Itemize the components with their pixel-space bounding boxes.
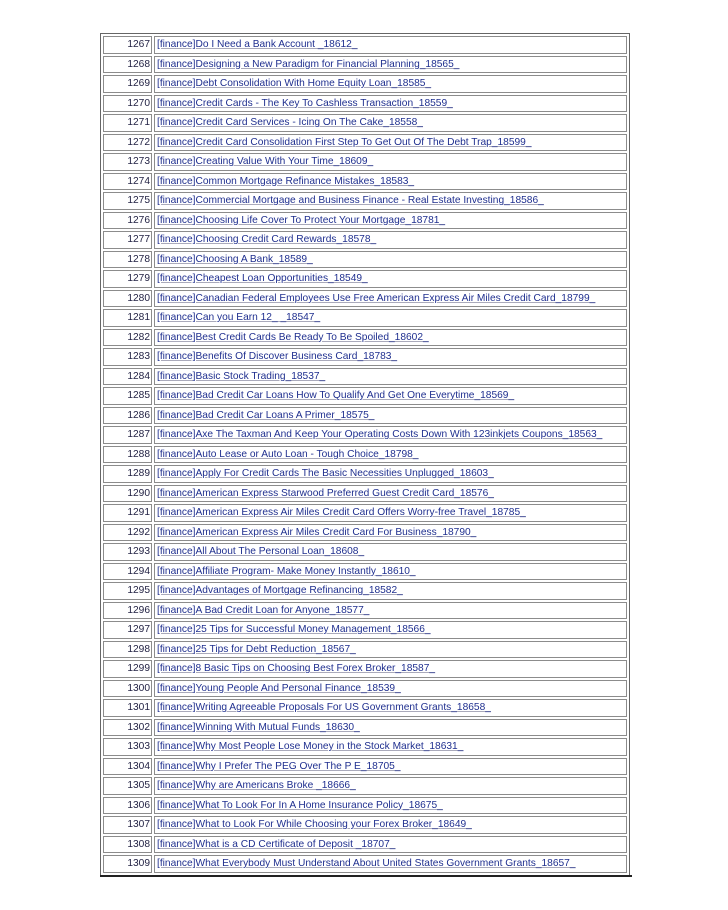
article-link[interactable]: [finance]Credit Cards - The Key To Cashless Transaction_18559_: [157, 97, 453, 109]
article-link[interactable]: [finance]Canadian Federal Employees Use Free American Express Air Miles Credit Card_18799_: [157, 292, 596, 304]
row-number: 1270: [103, 95, 152, 113]
article-link[interactable]: [finance]Why I Prefer The PEG Over The P E_18705_: [157, 760, 401, 772]
row-title-cell: [154, 777, 627, 795]
table-row: [103, 309, 627, 327]
row-title-cell: [154, 680, 627, 698]
row-title-cell: [154, 368, 627, 386]
row-title-cell: [154, 465, 627, 483]
table-row: [103, 738, 627, 756]
row-title-cell: [154, 836, 627, 854]
row-number: 1303: [103, 738, 152, 756]
table-row: [103, 75, 627, 93]
row-title-cell: [154, 816, 627, 834]
row-number: 1288: [103, 446, 152, 464]
article-link[interactable]: [finance]Designing a New Paradigm for Financial Planning_18565_: [157, 58, 460, 70]
article-link[interactable]: [finance]Can you Earn 12_ _18547_: [157, 312, 321, 324]
table-row: [103, 758, 627, 776]
row-title-cell: [154, 485, 627, 503]
article-link[interactable]: [finance]Winning With Mutual Funds_18630_: [157, 721, 360, 733]
article-link[interactable]: [finance]Affiliate Program- Make Money Instantly_18610_: [157, 565, 416, 577]
row-title-cell: [154, 114, 627, 132]
row-title-cell: [154, 504, 627, 522]
table-row: [103, 270, 627, 288]
article-link[interactable]: [finance]Bad Credit Car Loans How To Qualify And Get One Everytime_18569_: [157, 390, 515, 402]
article-link[interactable]: [finance]Why are Americans Broke _18666_: [157, 780, 356, 792]
row-title-cell: [154, 231, 627, 249]
table-row: [103, 660, 627, 678]
row-number: 1285: [103, 387, 152, 405]
row-number: 1279: [103, 270, 152, 288]
row-number: 1308: [103, 836, 152, 854]
article-link[interactable]: [finance]Young People And Personal Finance_18539_: [157, 682, 401, 694]
table-row: [103, 485, 627, 503]
row-number: 1307: [103, 816, 152, 834]
article-link[interactable]: [finance]Benefits Of Discover Business Card_18783_: [157, 351, 398, 363]
article-link[interactable]: [finance]8 Basic Tips on Choosing Best Forex Broker_18587_: [157, 663, 436, 675]
row-title-cell: [154, 134, 627, 152]
article-link[interactable]: [finance]Axe The Taxman And Keep Your Operating Costs Down With 123inkjets Coupons_18563_: [157, 429, 603, 441]
row-title-cell: [154, 290, 627, 308]
article-link[interactable]: [finance]Credit Card Consolidation First Step To Get Out Of The Debt Trap_18599_: [157, 136, 532, 148]
table-row: [103, 563, 627, 581]
row-number: 1277: [103, 231, 152, 249]
row-number: 1299: [103, 660, 152, 678]
row-title-cell: [154, 524, 627, 542]
row-number: 1302: [103, 719, 152, 737]
table-row: [103, 36, 627, 54]
article-link[interactable]: [finance]Creating Value With Your Time_18609_: [157, 156, 374, 168]
row-number: 1305: [103, 777, 152, 795]
row-number: 1284: [103, 368, 152, 386]
table-row: [103, 446, 627, 464]
table-row: [103, 524, 627, 542]
row-title-cell: [154, 446, 627, 464]
row-number: 1306: [103, 797, 152, 815]
table-row: [103, 465, 627, 483]
article-link[interactable]: [finance]Choosing Life Cover To Protect Your Mortgage_18781_: [157, 214, 446, 226]
row-title-cell: [154, 719, 627, 737]
row-number: 1267: [103, 36, 152, 54]
article-link[interactable]: [finance]Do I Need a Bank Account _18612_: [157, 39, 358, 51]
row-title-cell: [154, 212, 627, 230]
table-row: [103, 368, 627, 386]
row-title-cell: [154, 173, 627, 191]
table-row: [103, 134, 627, 152]
row-number: 1287: [103, 426, 152, 444]
row-number: 1289: [103, 465, 152, 483]
table-row: [103, 114, 627, 132]
article-link[interactable]: [finance]Advantages of Mortgage Refinancing_18582_: [157, 585, 403, 597]
article-index-table: [100, 33, 630, 876]
row-title-cell: [154, 95, 627, 113]
article-link[interactable]: [finance]American Express Air Miles Credit Card For Business_18790_: [157, 526, 477, 538]
row-title-cell: [154, 699, 627, 717]
table-row: [103, 192, 627, 210]
table-row: [103, 719, 627, 737]
article-index-rows: [103, 36, 627, 873]
row-number: 1273: [103, 153, 152, 171]
row-title-cell: [154, 758, 627, 776]
article-link[interactable]: [finance]All About The Personal Loan_18608_: [157, 546, 365, 558]
row-number: 1271: [103, 114, 152, 132]
row-number: 1274: [103, 173, 152, 191]
row-number: 1292: [103, 524, 152, 542]
row-title-cell: [154, 621, 627, 639]
table-row: [103, 680, 627, 698]
table-row: [103, 797, 627, 815]
row-number: 1291: [103, 504, 152, 522]
table-row: [103, 95, 627, 113]
row-number: 1298: [103, 641, 152, 659]
table-row: [103, 212, 627, 230]
row-title-cell: [154, 426, 627, 444]
article-link[interactable]: [finance]Auto Lease or Auto Loan - Tough Choice_18798_: [157, 448, 419, 460]
row-title-cell: [154, 387, 627, 405]
article-link[interactable]: [finance]25 Tips for Debt Reduction_18567_: [157, 643, 356, 655]
row-number: 1268: [103, 56, 152, 74]
row-title-cell: [154, 270, 627, 288]
article-link[interactable]: [finance]Credit Card Services - Icing On The Cake_18558_: [157, 117, 423, 129]
row-title-cell: [154, 407, 627, 425]
row-title-cell: [154, 192, 627, 210]
table-row: [103, 582, 627, 600]
table-row: [103, 348, 627, 366]
article-link[interactable]: [finance]American Express Air Miles Credit Card Offers Worry-free Travel_18785_: [157, 507, 526, 519]
row-title-cell: [154, 582, 627, 600]
row-number: 1300: [103, 680, 152, 698]
row-number: 1276: [103, 212, 152, 230]
table-row: [103, 855, 627, 873]
table-row: [103, 290, 627, 308]
article-link[interactable]: [finance]25 Tips for Successful Money Management_18566_: [157, 624, 431, 636]
row-title-cell: [154, 641, 627, 659]
table-row: [103, 329, 627, 347]
row-title-cell: [154, 56, 627, 74]
row-title-cell: [154, 602, 627, 620]
row-title-cell: [154, 563, 627, 581]
article-link[interactable]: [finance]Common Mortgage Refinance Mistakes_18583_: [157, 175, 415, 187]
row-number: 1309: [103, 855, 152, 873]
row-number: 1295: [103, 582, 152, 600]
row-title-cell: [154, 251, 627, 269]
table-row: [103, 426, 627, 444]
table-row: [103, 699, 627, 717]
row-title-cell: [154, 75, 627, 93]
table-row: [103, 504, 627, 522]
row-title-cell: [154, 738, 627, 756]
row-number: 1281: [103, 309, 152, 327]
row-number: 1304: [103, 758, 152, 776]
table-row: [103, 816, 627, 834]
article-link[interactable]: [finance]Debt Consolidation With Home Equity Loan_18585_: [157, 78, 432, 90]
row-number: 1278: [103, 251, 152, 269]
article-link[interactable]: [finance]Basic Stock Trading_18537_: [157, 370, 326, 382]
row-title-cell: [154, 36, 627, 54]
row-number: 1297: [103, 621, 152, 639]
row-number: 1275: [103, 192, 152, 210]
table-row: [103, 602, 627, 620]
article-link[interactable]: [finance]Why Most People Lose Money in the Stock Market_18631_: [157, 741, 464, 753]
row-title-cell: [154, 153, 627, 171]
row-number: 1280: [103, 290, 152, 308]
row-title-cell: [154, 797, 627, 815]
article-link[interactable]: [finance]What is a CD Certificate of Deposit _18707_: [157, 838, 396, 850]
article-link[interactable]: [finance]Cheapest Loan Opportunities_18549_: [157, 273, 368, 285]
row-title-cell: [154, 309, 627, 327]
article-link[interactable]: [finance]American Express Starwood Preferred Guest Credit Card_18576_: [157, 487, 494, 499]
table-row: [103, 777, 627, 795]
article-link[interactable]: [finance]A Bad Credit Loan for Anyone_18577_: [157, 604, 370, 616]
row-number: 1282: [103, 329, 152, 347]
row-number: 1283: [103, 348, 152, 366]
article-link[interactable]: [finance]Choosing Credit Card Rewards_18578_: [157, 234, 377, 246]
row-title-cell: [154, 855, 627, 873]
row-title-cell: [154, 660, 627, 678]
table-row: [103, 543, 627, 561]
row-number: 1296: [103, 602, 152, 620]
article-link[interactable]: [finance]What to Look For While Choosing your Forex Broker_18649_: [157, 819, 472, 831]
article-link[interactable]: [finance]Choosing A Bank_18589_: [157, 253, 313, 265]
table-row: [103, 251, 627, 269]
row-number: 1269: [103, 75, 152, 93]
row-number: 1294: [103, 563, 152, 581]
table-row: [103, 56, 627, 74]
row-title-cell: [154, 348, 627, 366]
document-page: [100, 33, 630, 876]
table-row: [103, 641, 627, 659]
table-row: [103, 153, 627, 171]
table-row: [103, 407, 627, 425]
article-link[interactable]: [finance]Writing Agreeable Proposals For US Government Grants_18658_: [157, 702, 491, 714]
row-number: 1290: [103, 485, 152, 503]
article-link[interactable]: [finance]Commercial Mortgage and Business Finance - Real Estate Investing_18586_: [157, 195, 544, 207]
article-link[interactable]: [finance]Best Credit Cards Be Ready To Be Spoiled_18602_: [157, 331, 429, 343]
table-row: [103, 621, 627, 639]
article-link[interactable]: [finance]Bad Credit Car Loans A Primer_18575_: [157, 409, 375, 421]
table-row: [103, 836, 627, 854]
article-link[interactable]: [finance]Apply For Credit Cards The Basic Necessities Unplugged_18603_: [157, 468, 494, 480]
table-row: [103, 387, 627, 405]
row-number: 1301: [103, 699, 152, 717]
article-link[interactable]: [finance]What Everybody Must Understand About United States Government Grants_18657_: [157, 858, 576, 870]
article-link[interactable]: [finance]What To Look For In A Home Insurance Policy_18675_: [157, 799, 443, 811]
table-row: [103, 231, 627, 249]
table-bottom-rule: [100, 875, 632, 877]
row-number: 1272: [103, 134, 152, 152]
row-title-cell: [154, 543, 627, 561]
row-number: 1286: [103, 407, 152, 425]
row-title-cell: [154, 329, 627, 347]
table-row: [103, 173, 627, 191]
row-number: 1293: [103, 543, 152, 561]
